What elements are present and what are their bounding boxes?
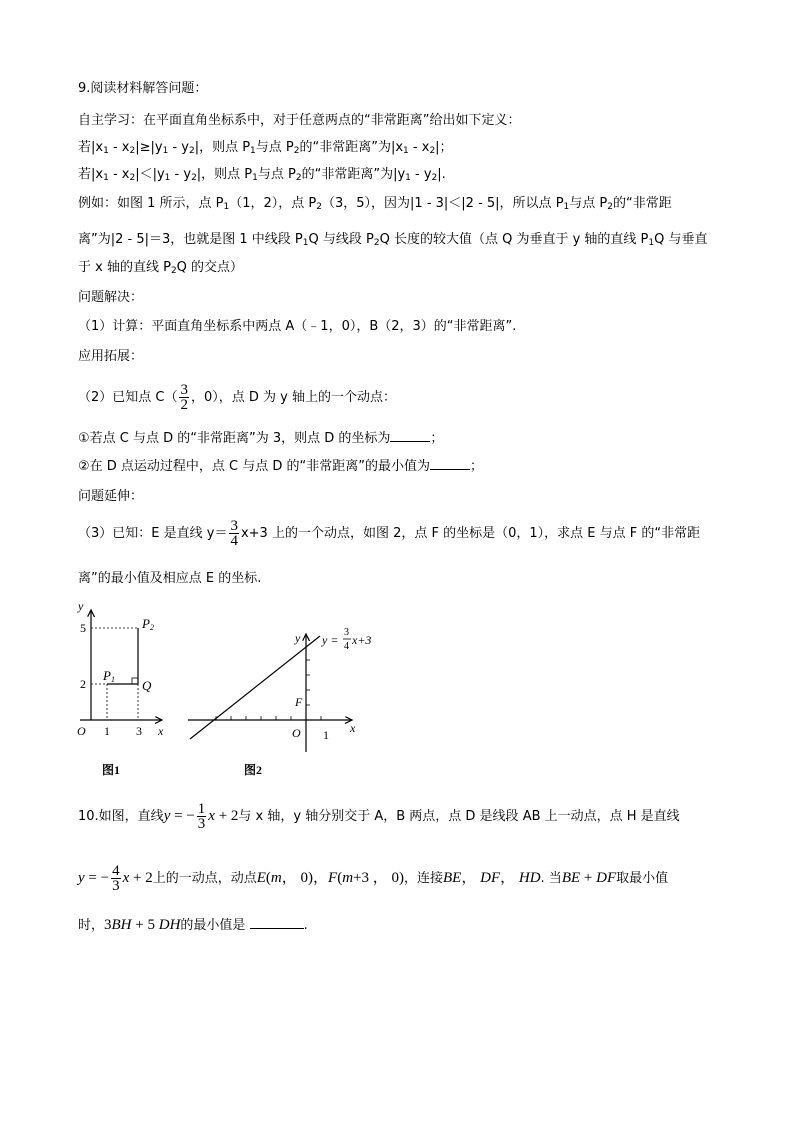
fig2-tick-1: 1 [323,728,329,742]
fig2-origin: O [292,726,301,740]
fig2-eq-tail: x+3 [352,633,372,647]
fig1-p1-label: P1 [103,668,115,684]
q10-line2: y = − $\frac{4}{3}$ x + 2上的一动点，动点E(m， 0)，F(m+3 ， 0)，连接BE， DF， HD. 当BE + DF取最小值 [78,863,669,894]
q9-title: 9.阅读材料解答问题： [78,81,208,96]
fig2-equation: y = [322,633,339,647]
q9-part2-2: ②在 D 点运动过程中，点 C 与点 D 的“非常距离”的最小值为 ； [78,459,484,474]
q9-rule1: 若$|x_1 - x_2|\ge|y_1 - y_2|$，则点 $P_1$与点 $P_2$的“非常距离”为$|x_1 - x_2|$； [78,140,453,156]
fig2-x-label: x [350,721,356,735]
q9-intro: 自主学习：在平面直角坐标系中，对于任意两点的“非常距离”给出如下定义： [78,113,521,128]
q9-extend-heading: 问题延伸： [78,489,144,504]
fig2-y-label: y [295,631,301,645]
fig1-origin: O [77,724,86,738]
q9-example-line1: 例如：如图 1 所示，点 $P_1(1$，2），点 $P_2(3$，5），因为|1 - 3|＜|2 - 5|，所以点 $P_1$与点 $P_2$的“非常距 [78,196,672,212]
fig1-caption: 图1 [102,763,121,777]
fig2-eq-numerator: 3 [344,627,349,638]
q9-solve-heading: 问题解决： [78,290,144,305]
q9-part2: （2）已知点 C（ $\frac{3}{2}$ ，0），点 D 为 y 轴上的一个动点： [78,382,396,413]
figure-1 [70,598,180,778]
fig2-f-label: F [295,695,303,709]
q9-part1: （1）计算：平面直角坐标系中两点 A（﹣1，0），B（2，3）的“非常距离”. [78,319,517,334]
fig1-x-label: x [158,724,164,738]
q9-apply-heading: 应用拓展： [78,349,144,364]
q9-part3: （3）已知：E 是直线 y＝ $\frac{3}{4}$ x+3 上的一个动点，如图 2，点 F 的坐标是（0，1），求点 E 与点 F 的“非常距 [78,518,701,549]
answer-blank-q10[interactable] [250,916,304,929]
fig2-eq-denominator: 4 [344,641,349,652]
fig2-caption: 图2 [244,763,263,777]
fig1-tick-2: 2 [80,677,86,691]
fig1-y-label: y [78,599,84,613]
q9-example-line2: 离”为|2 - 5|＝3，也就是图 1 中线段 $P_1Q$ 与线段 $P_2Q$ 长度的较大值（点 Q 为垂直于 y 轴的直线 $P_1Q$ 与垂直 [78,232,708,248]
q9-part3-cont: 离”的最小值及相应点 E 的坐标. [78,571,262,586]
q9-part2-1: ①若点 C 与点 D 的“非常距离”为 3，则点 D 的坐标为 ； [78,431,444,446]
q9-rule2: 若$|x_1 - x_2|<|y_1 - y_2|$，则点 $P_1$与点 $P_2$的“非常距离”为$|y_1 - y_2|$. [78,167,446,183]
answer-blank-min-distance[interactable] [430,457,470,470]
fig1-p2-label: P2 [142,616,154,632]
answer-blank-d-coordinate[interactable] [390,429,430,442]
fig1-q-label: Q [142,678,152,693]
q9-example-line3: 于 x 轴的直线 $P_2Q$ 的交点） [78,260,244,276]
fig1-tick-3: 3 [136,724,142,738]
q10-line1: 10.如图，直线y = − $\frac{1}{3}$ x + 2与 x 轴，y 轴分别交于 A，B 两点，点 D 是线段 AB 上一动点，点 H 是直线 [78,801,680,832]
figure-2 [182,620,372,780]
fig1-tick-5: 5 [80,621,86,635]
fig1-tick-1: 1 [104,724,110,738]
fig2-line [190,636,320,739]
fig1-right-angle-mark [132,678,138,684]
q10-line3: 时，3BH + 5 DH的最小值是 . [78,917,308,933]
